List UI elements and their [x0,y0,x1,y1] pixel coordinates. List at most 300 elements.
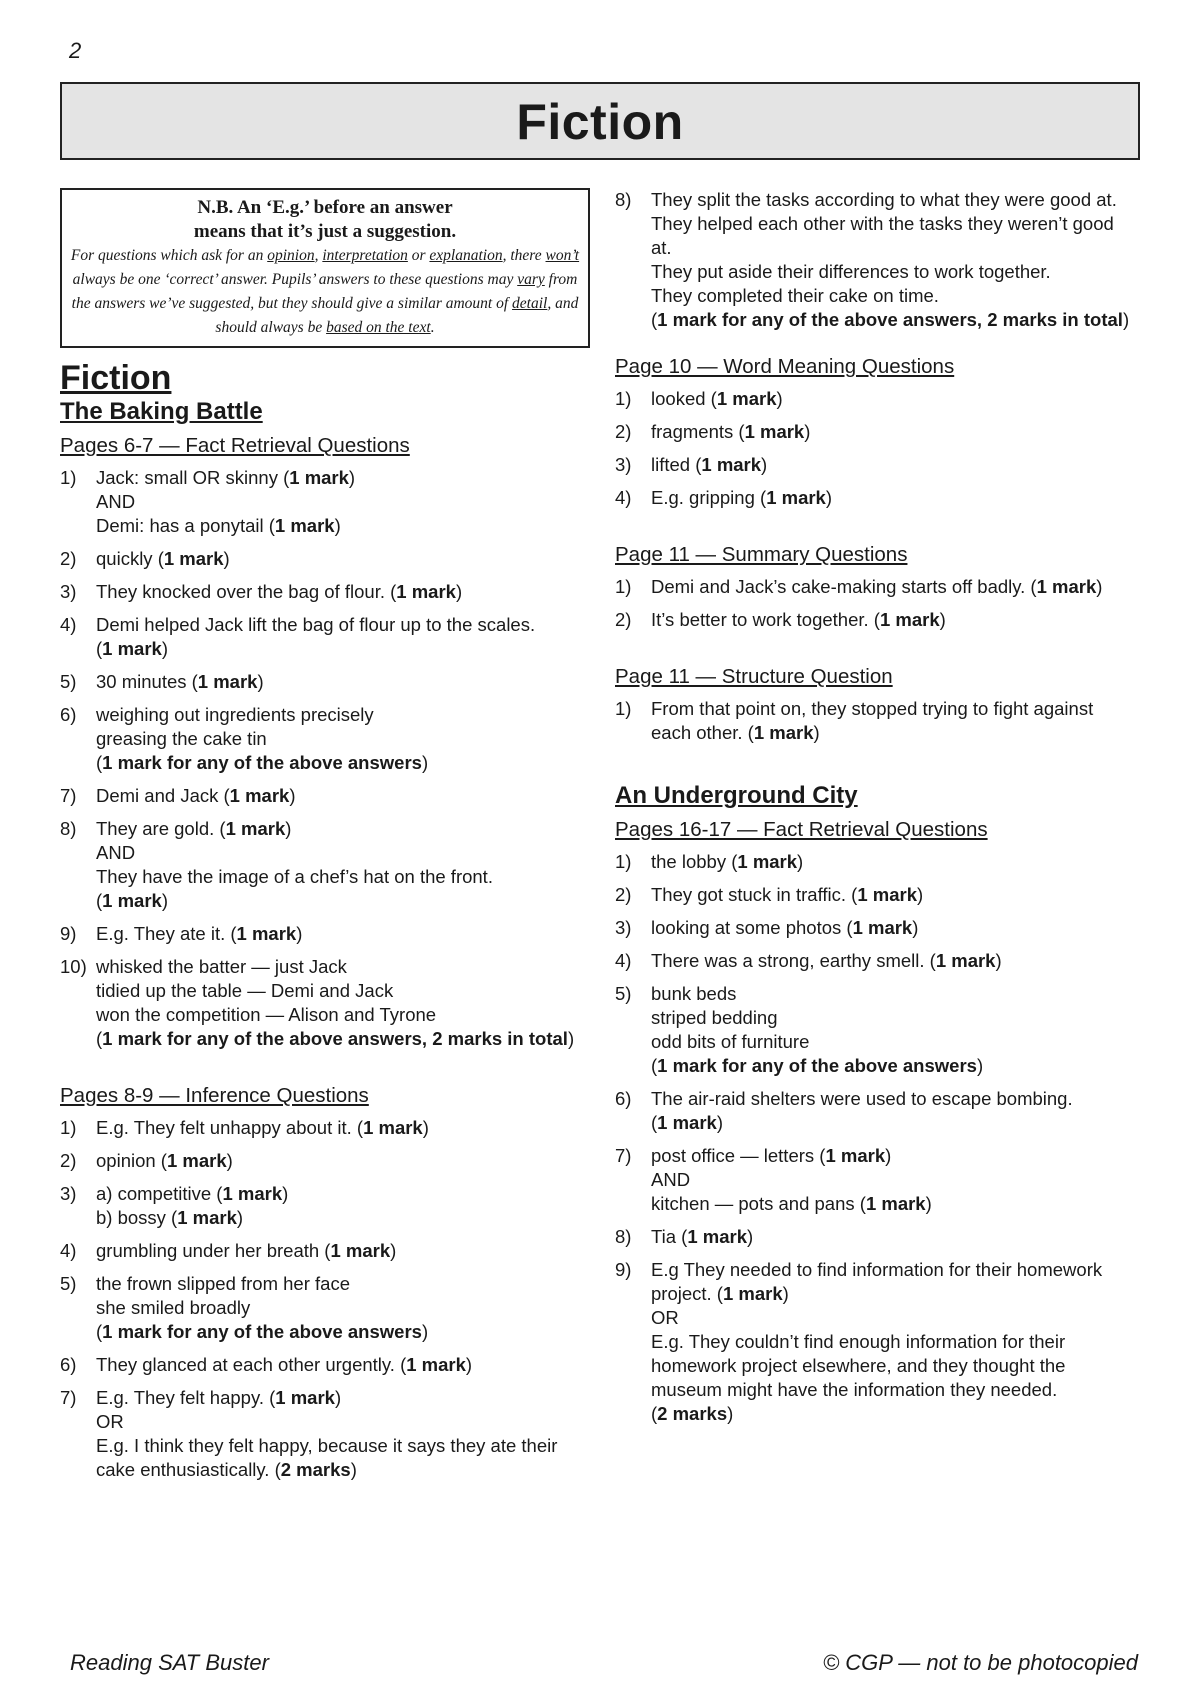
mark-award: 1 mark [274,515,335,536]
answer-number: 2) [615,884,632,905]
answer-line [651,1330,1145,1354]
answer-line [651,1168,1145,1192]
answer-segment: ( [651,1403,658,1424]
note-text: or [407,247,430,264]
section-gap [615,754,1145,778]
answer-line [96,727,590,751]
answer-number: 3) [615,454,632,475]
answer-segment: ) [236,1207,244,1228]
answer-text [651,850,1145,874]
answer-segment: Demi: has a ponytail ( [96,515,275,536]
answer-text [96,613,590,661]
note-title-line2: means that it’s just a suggestion. [193,221,457,242]
answer-segment: E.g. gripping ( [651,487,767,508]
answer-number: 2) [615,609,632,630]
answer-text [651,1225,1145,1249]
note-text: , [314,247,323,264]
answer-line [96,1296,590,1320]
answer-number: 5) [60,671,77,692]
answer-segment: a) competitive ( [96,1183,223,1204]
mark-award: 1 mark [396,581,456,602]
mark-award: 1 mark [225,818,286,839]
answer-segment: ) [334,1387,342,1408]
answer-item [615,486,1145,510]
answer-text [96,1149,590,1173]
note-text: always be one ‘correct’ answer. Pupils’ answers to these questions may [72,271,518,288]
answer-line [651,1378,1145,1402]
footer-book-title: Reading SAT Buster [70,1650,269,1675]
answer-number: 4) [60,1240,77,1261]
answer-text [651,1258,1145,1426]
answer-segment: ) [813,722,820,743]
answer-segment: project. ( [651,1283,723,1304]
answer-segment: ) [804,421,811,442]
mark-award: 1 mark [852,917,913,938]
note-text: For questions which ask for an [70,247,268,264]
mark-award: 1 mark [363,1117,423,1138]
answer-segment: opinion ( [96,1150,167,1171]
mark-award: 1 mark [229,785,290,806]
answer-item [615,575,1145,599]
answer-number: 8) [60,818,77,839]
answer-text [96,580,590,604]
answer-line [96,547,590,571]
answer-line [96,580,590,604]
answer-line [651,1402,1145,1426]
answer-segment: each other. ( [651,722,754,743]
section-heading: Fiction [60,359,172,397]
answer-line [651,1258,1145,1282]
answer-number: 6) [60,704,77,725]
answer-segment: grumbling under her breath ( [96,1240,331,1261]
answer-number: 6) [60,1354,77,1375]
answer-item [60,1386,590,1482]
answer-item [60,922,590,946]
answer-segment: ( [96,1321,103,1342]
answer-item [615,916,1145,940]
answer-number: 4) [615,487,632,508]
answer-segment: AND [96,491,136,512]
answer-segment: E.g. They felt happy. ( [96,1387,276,1408]
answer-segment: ( [651,309,658,330]
answer-segment: tidied up the table — Demi and Jack [96,980,394,1001]
answer-line [651,486,1145,510]
mark-award: 1 mark [879,609,940,630]
answer-item [60,1116,590,1140]
note-emphasis: vary [517,271,545,288]
answer-line [651,575,1145,599]
answer-segment: They knocked over the bag of flour. ( [96,581,397,602]
answer-segment: b) bossy ( [96,1207,178,1228]
answer-segment: E.g. I think they felt happy, because it says they ate their [96,1435,558,1456]
answer-line [96,1003,590,1027]
answer-line [96,466,590,490]
answer-number: 8) [615,1226,632,1247]
answer-text [651,1087,1145,1135]
answer-number: 3) [60,581,77,602]
answer-line [96,1182,590,1206]
answer-line [96,1434,590,1458]
mark-award: 1 mark [737,851,798,872]
answer-segment: won the competition — Alison and Tyrone [96,1004,437,1025]
answer-line [96,1027,590,1051]
answer-number: 8) [615,189,632,210]
answer-line [96,1410,590,1434]
answer-line [651,1111,1145,1135]
answer-text [96,1116,590,1140]
answer-item [615,1087,1145,1135]
answer-text [96,1386,590,1482]
answer-segment: homework project elsewhere, and they thought the [651,1355,1066,1376]
mark-award: 1 mark [857,884,917,905]
answer-list [60,466,590,1051]
answer-segment: striped bedding [651,1007,778,1028]
answer-line [651,387,1145,411]
answer-segment: ) [912,917,919,938]
answer-segment: There was a strong, earthy smell. ( [651,950,936,971]
answer-item [615,850,1145,874]
answer-segment: ( [651,1112,658,1133]
mark-award: 1 mark [197,671,258,692]
banner-title: Fiction [516,94,684,150]
answer-segment: Tia ( [651,1226,688,1247]
answer-item [60,670,590,694]
answer-segment: AND [651,1169,691,1190]
mark-award: 1 mark [222,1183,283,1204]
mark-award: 1 mark for any of the above answers, 2 marks in total [102,1028,568,1049]
answer-number: 2) [60,548,77,569]
answer-segment: They split the tasks according to what they were good at. [651,189,1117,210]
answer-number: 6) [615,1088,632,1109]
answer-line [96,751,590,775]
page-number: 2 [69,38,82,63]
answer-segment: ) [1096,576,1103,597]
answer-number: 4) [60,614,77,635]
answer-number: 9) [615,1259,632,1280]
answer-item [60,466,590,538]
answer-segment: ( [96,752,103,773]
answer-line [651,284,1145,308]
answer-segment: The air-raid shelters were used to escape bombing. [651,1088,1073,1109]
answer-line [96,865,590,889]
mark-award: 1 mark [1036,576,1097,597]
answer-item [60,613,590,661]
answer-item [615,697,1145,745]
answer-item [60,547,590,571]
answer-segment: ) [285,818,292,839]
mark-award: 1 mark [236,923,297,944]
answer-line [96,955,590,979]
answer-item [615,883,1145,907]
mark-award: 1 mark [865,1193,926,1214]
answer-segment: the lobby ( [651,851,738,872]
answer-text [651,916,1145,940]
answer-line [651,850,1145,874]
right-answer-sections [615,355,1145,778]
mark-award: 1 mark [166,1150,227,1171]
answer-item [615,1144,1145,1216]
answer-number: 5) [615,983,632,1004]
answer-segment: From that point on, they stopped trying to fight against [651,698,1094,719]
mark-award: 1 mark [687,1226,747,1247]
answer-line [96,1386,590,1410]
answer-line [651,308,1145,332]
title-banner [60,82,1140,160]
mark-award: 1 mark for any of the above answers [657,1055,977,1076]
answer-segment: ) [727,1403,734,1424]
answer-number: 1) [615,388,632,409]
mark-award: 2 marks [657,1403,728,1424]
answer-text [96,1182,590,1230]
answer-line [96,1272,590,1296]
mark-award: 1 mark [701,454,762,475]
mark-award: 1 mark for any of the above answers [102,1321,422,1342]
answer-segment: greasing the cake tin [96,728,267,749]
answer-line [651,949,1145,973]
answer-segment: ) [995,950,1002,971]
answer-line [651,883,1145,907]
answer-text [96,955,590,1051]
answer-line [651,1144,1145,1168]
story-heading-underground-city: An Underground City [615,782,858,809]
answer-segment: ( [96,638,103,659]
answer-segment: ) [465,1354,473,1375]
answer-text [96,922,590,946]
note-text: from the answers we’ve suggested, but they should give a similar amount of [71,271,578,312]
answer-text [651,949,1145,973]
answer-segment: ) [885,1145,892,1166]
answer-segment: Demi helped Jack lift the bag of flour up to the scales. [96,614,536,635]
answer-segment: It’s better to work together. ( [651,609,880,630]
answer-segment: They have the image of a chef’s hat on the front. [96,866,493,887]
answer-item [615,982,1145,1078]
answer-segment: ) [226,1150,233,1171]
question-section-title: Page 10 — Word Meaning Questions [615,355,955,378]
answer-number: 5) [60,1273,77,1294]
answer-segment: kitchen — pots and pans ( [651,1193,866,1214]
answer-segment: ) [421,1321,429,1342]
answer-text [651,575,1145,599]
answer-line [651,1225,1145,1249]
answer-segment: ) [925,1193,932,1214]
answer-item [615,453,1145,477]
answer-line [96,1206,590,1230]
answer-number: 7) [615,1145,632,1166]
answer-line [96,613,590,637]
answer-line [96,490,590,514]
answer-line [651,260,1145,284]
answer-line [96,979,590,1003]
answer-item [60,1239,590,1263]
note-emphasis: explanation [429,247,503,264]
mark-award: 2 marks [280,1459,351,1480]
answer-text [96,817,590,913]
answer-segment: E.g. They felt unhappy about it. ( [96,1117,364,1138]
answer-segment: Demi and Jack ( [96,785,230,806]
answer-number: 1) [615,698,632,719]
answer-segment: ) [776,388,783,409]
answer-segment: quickly ( [96,548,164,569]
question-section-title: Page 11 — Structure Question [615,665,893,688]
answer-line [96,1458,590,1482]
answer-segment: They put aside their differences to work together. [651,261,1051,282]
answer-segment: ) [1122,309,1130,330]
answer-segment: ) [567,1028,575,1049]
answer-item [60,784,590,808]
answer-line [651,1087,1145,1111]
answer-segment: at. [651,237,672,258]
answer-line [96,1239,590,1263]
answer-line [651,236,1145,260]
mark-award: 1 mark for any of the above answers, 2 marks in total [657,309,1123,330]
answer-segment: ) [257,671,264,692]
answer-text [651,420,1145,444]
note-title-line1: N.B. An ‘E.g.’ before an answer [197,197,453,218]
answer-line [651,1030,1145,1054]
mark-award: 1 mark [716,388,777,409]
answer-line [96,637,590,661]
answer-line [651,420,1145,444]
answer-number: 4) [615,950,632,971]
answer-segment: ) [761,454,768,475]
note-emphasis: opinion [267,247,315,264]
answer-segment: lifted ( [651,454,702,475]
answer-number: 1) [60,1117,77,1138]
answer-segment: ) [223,548,230,569]
question-section-title: Pages 6-7 — Fact Retrieval Questions [60,434,410,457]
answer-line [651,1282,1145,1306]
mark-award: 1 mark [275,1387,335,1408]
mark-award: 1 mark [657,1112,717,1133]
answer-segment: E.g. They ate it. ( [96,923,237,944]
answer-segment: fragments ( [651,421,745,442]
answer-line [96,1353,590,1377]
answer-segment: ) [455,581,463,602]
mark-award: 1 mark [102,890,162,911]
answer-segment: AND [96,842,136,863]
answer-segment: ) [825,487,833,508]
answer-segment: ) [782,1283,789,1304]
answer-line [651,982,1145,1006]
answer-line [96,784,590,808]
answer-line [651,608,1145,632]
mark-award: 1 mark [177,1207,237,1228]
note-emphasis: won’t [545,247,580,264]
answer-segment: ) [746,1226,754,1247]
answer-segment: ( [651,1055,658,1076]
answer-number: 7) [60,785,77,806]
note-body [70,244,580,340]
answer-line [651,212,1145,236]
answer-text [651,486,1145,510]
answer-number: 3) [60,1183,77,1204]
answer-text [96,670,590,694]
answer-segment: looked ( [651,388,717,409]
answer-list [615,697,1145,745]
answer-text [651,982,1145,1078]
answer-text [651,883,1145,907]
answer-list [615,575,1145,632]
answer-text [651,387,1145,411]
continued-answers [615,188,1145,332]
answer-segment: ) [390,1240,397,1261]
answer-text [651,188,1145,332]
answer-line [651,1054,1145,1078]
right-column [615,188,1145,1435]
answer-segment: They helped each other with the tasks they weren’t good [651,213,1114,234]
answer-list [615,850,1145,1426]
answer-number: 2) [615,421,632,442]
answer-number: 1) [615,851,632,872]
answer-line [96,1116,590,1140]
answer-line [651,1192,1145,1216]
note-emphasis: detail [512,295,548,312]
answer-text [96,703,590,775]
answer-segment: museum might have the information they needed. [651,1379,1058,1400]
answer-line [96,514,590,538]
answer-number: 9) [60,923,77,944]
section-gap [615,641,1145,665]
answer-item [60,955,590,1051]
left-answer-sections [60,434,590,1482]
answer-item [615,188,1145,332]
answer-line [96,922,590,946]
answer-line [96,817,590,841]
answer-segment: ( [96,890,103,911]
answer-text [96,466,590,538]
answer-item [60,1182,590,1230]
answer-segment: whisked the batter — just Jack [96,956,347,977]
answer-segment: OR [651,1307,679,1328]
section-gap [60,1060,590,1084]
answer-segment: They completed their cake on time. [651,285,939,306]
answer-segment: ) [422,1117,429,1138]
note-box [60,188,590,348]
answer-line [96,703,590,727]
answer-list [615,387,1145,510]
footer-copyright: © CGP — not to be photocopied [822,1650,1138,1675]
answer-item [60,1353,590,1377]
answer-segment: ) [289,785,296,806]
answer-segment: E.g. They couldn’t find enough information for their [651,1331,1066,1352]
answer-number: 2) [60,1150,77,1171]
note-text: . [430,319,435,336]
answer-text [96,1239,590,1263]
answer-list [60,1116,590,1482]
answer-item [615,1258,1145,1426]
answer-segment: post office — letters ( [651,1145,826,1166]
story-heading-baking-battle: The Baking Battle [60,398,263,425]
answer-segment: ) [421,752,429,773]
answer-text [651,608,1145,632]
answer-line [96,841,590,865]
answer-segment: ) [939,609,946,630]
answer-segment: ) [334,515,341,536]
note-emphasis: based on the text [326,319,431,336]
answer-segment: she smiled broadly [96,1297,251,1318]
answer-segment: ) [348,467,356,488]
question-section-title: Pages 8-9 — Inference Questions [60,1084,369,1107]
answer-item [60,1149,590,1173]
left-column [60,188,590,1491]
answer-item [615,420,1145,444]
answer-segment: E.g They needed to find information for their homework [651,1259,1103,1280]
answer-segment: ( [96,1028,103,1049]
answer-line [651,453,1145,477]
answer-line [96,1320,590,1344]
answer-segment: bunk beds [651,983,737,1004]
answer-text [96,1353,590,1377]
